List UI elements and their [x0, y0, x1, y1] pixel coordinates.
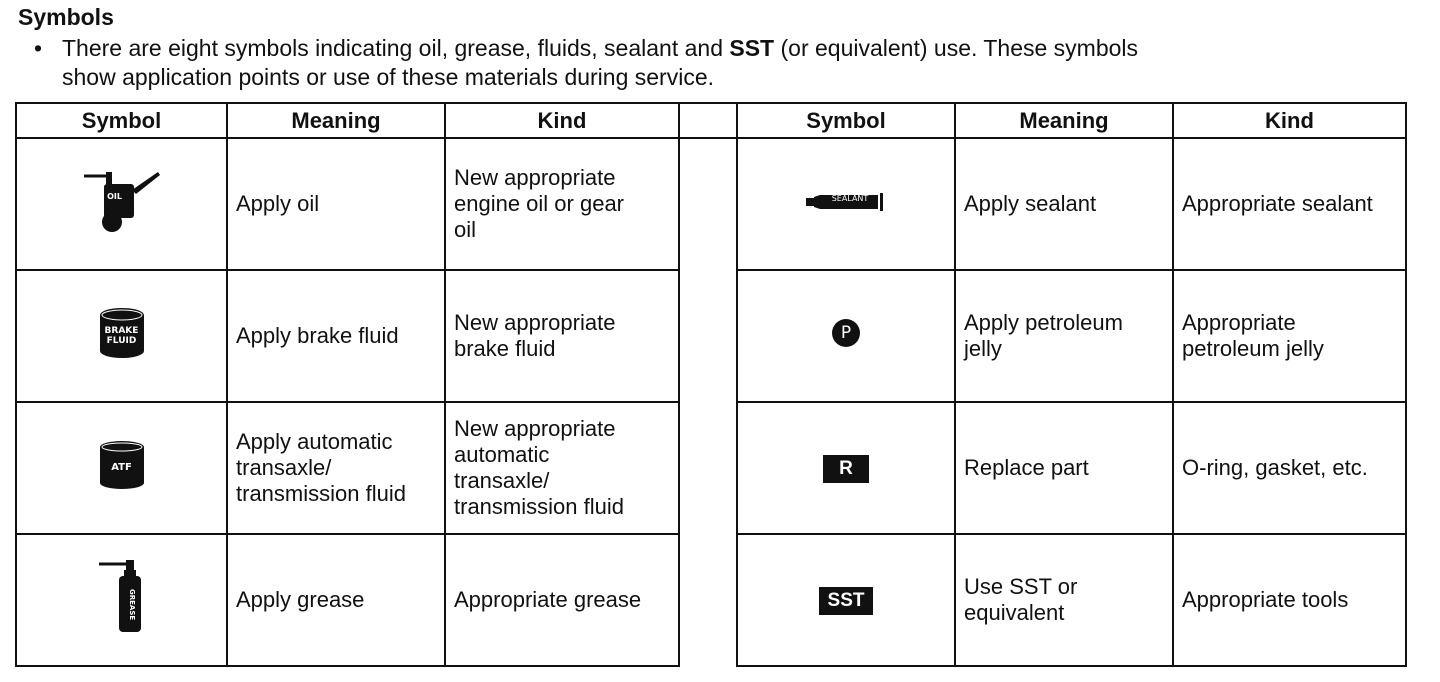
meaning-cell: Apply brake fluid — [227, 270, 445, 402]
replace-part-icon: R — [823, 455, 869, 483]
symbols-table-right — [736, 102, 1407, 667]
col-header-kind: Kind — [445, 103, 679, 138]
sst-icon: SST — [819, 587, 874, 615]
symbol-cell — [16, 270, 227, 402]
sst-bold: SST — [729, 35, 775, 61]
kind-cell: New appropriate automatic transaxle/ transmission fluid — [445, 402, 679, 534]
table-row — [737, 138, 1406, 270]
kind-cell: New appropriate engine oil or gear oil — [445, 138, 679, 270]
col-header-meaning: Meaning — [955, 103, 1173, 138]
meaning-cell: Apply sealant — [955, 138, 1173, 270]
meaning-cell: Apply automatic transaxle/ transmission fluid — [227, 402, 445, 534]
brake-label-2: FLUID — [106, 336, 137, 346]
table-row — [16, 402, 679, 534]
brake-fluid-can-icon — [99, 307, 145, 359]
kind-cell: Appropriate tools — [1173, 534, 1406, 666]
table-row — [16, 138, 679, 270]
table-row — [737, 402, 1406, 534]
symbol-cell — [737, 270, 955, 402]
intro-line-1: There are eight symbols indicating oil, grease, fluids, sealant and SST (or equivalent) use. These symbols — [62, 35, 1139, 61]
oil-can-icon — [82, 170, 162, 232]
symbols-table-left — [15, 102, 680, 667]
col-header-symbol: Symbol — [737, 103, 955, 138]
brake-label-1: BRAKE — [104, 326, 139, 336]
meaning-cell: Replace part — [955, 402, 1173, 534]
meaning-cell: Apply grease — [227, 534, 445, 666]
sealant-tube-icon — [806, 191, 886, 209]
table-row — [737, 270, 1406, 402]
oil-can-label: OIL — [107, 192, 122, 201]
kind-cell: Appropriate petroleum jelly — [1173, 270, 1406, 402]
atf-can-icon — [99, 440, 145, 490]
symbol-cell — [737, 534, 955, 666]
symbol-cell — [737, 138, 955, 270]
kind-cell: O-ring, gasket, etc. — [1173, 402, 1406, 534]
kind-cell: Appropriate grease — [445, 534, 679, 666]
kind-cell: New appropriate brake fluid — [445, 270, 679, 402]
table-gap-border — [674, 102, 738, 139]
col-header-kind: Kind — [1173, 103, 1406, 138]
meaning-cell: Use SST or equivalent — [955, 534, 1173, 666]
bullet-icon: • — [34, 35, 43, 61]
symbol-cell — [737, 402, 955, 534]
table-row — [16, 534, 679, 666]
grease-label: GREASE — [127, 589, 136, 621]
table-row — [737, 534, 1406, 666]
grease-can-icon — [97, 560, 147, 634]
meaning-cell: Apply oil — [227, 138, 445, 270]
symbol-cell — [16, 138, 227, 270]
atf-label: ATF — [111, 462, 132, 473]
table-row — [16, 270, 679, 402]
intro-line-2: show application points or use of these materials during service. — [62, 64, 715, 90]
col-header-meaning: Meaning — [227, 103, 445, 138]
petroleum-label: P — [840, 323, 852, 343]
symbol-cell — [16, 534, 227, 666]
petroleum-jelly-icon — [831, 318, 861, 348]
meaning-cell: Apply petroleum jelly — [955, 270, 1173, 402]
section-heading: Symbols — [18, 4, 114, 30]
sealant-label: SEALANT — [831, 194, 869, 203]
col-header-symbol: Symbol — [16, 103, 227, 138]
kind-cell: Appropriate sealant — [1173, 138, 1406, 270]
symbol-cell — [16, 402, 227, 534]
